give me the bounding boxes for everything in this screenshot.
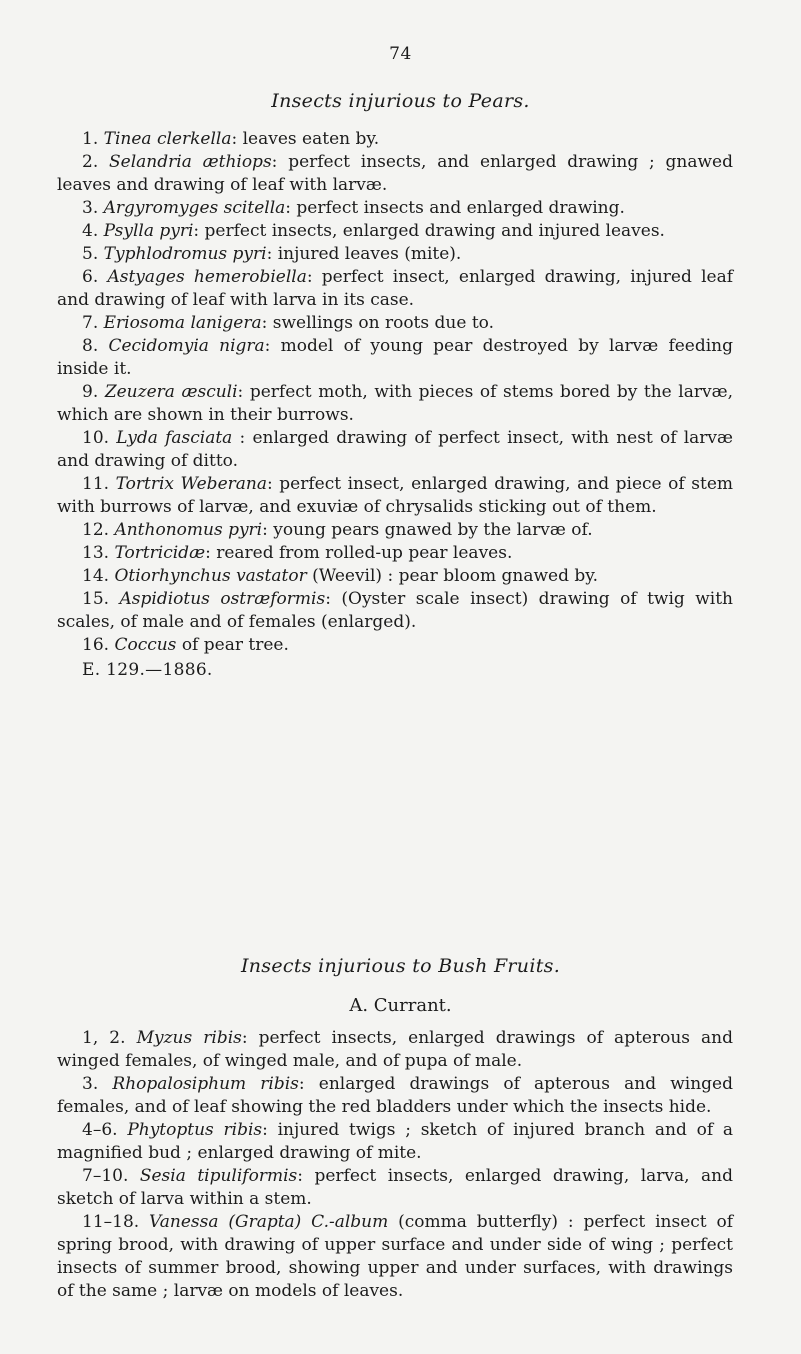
species-name: Otiorhynchus vastator [114, 566, 307, 586]
list-item [57, 1211, 733, 1303]
entry-text: : injured twigs ; sketch of injured branch and of a magnified bud ; enlarged drawing of mite. [57, 1120, 734, 1163]
entry-text: : reared from rolled-up pear leaves. [205, 543, 513, 563]
entry-number: 12. [82, 520, 110, 540]
species-name: Argyromyges scitella [103, 198, 286, 218]
list-item [57, 473, 733, 519]
page-number: 74 [389, 44, 412, 64]
entry-text: : perfect insect, enlarged drawing, and piece of stem with burrows of larvæ, and exuviæ of chrysalids sticking out of them. [57, 474, 733, 517]
list-item [57, 197, 733, 220]
species-name: Typhlodromus pyri [103, 244, 267, 264]
entry-number: 6. [82, 267, 99, 287]
list-item [57, 588, 733, 634]
entry-number: 1, 2. [82, 1028, 126, 1048]
list-item [57, 542, 733, 565]
entry-number: 2. [82, 152, 99, 172]
entry-number: 7–10. [82, 1166, 129, 1186]
entry-number: 14. [82, 566, 110, 586]
species-name: Eriosoma lanigera [103, 313, 262, 333]
species-name: Psylla pyri [103, 221, 194, 241]
entry-text: : enlarged drawings of apterous and winged females, and of leaf showing the red bladders under which the insects hide. [57, 1074, 733, 1117]
section-heading-bush-fruits: Insects injurious to Bush Fruits. [240, 955, 561, 977]
entry-text: (Weevil) : pear bloom gnawed by. [306, 566, 599, 586]
list-item [57, 243, 733, 266]
list-item [57, 1073, 733, 1119]
entry-number: 3. [82, 198, 99, 218]
entry-number: 4–6. [82, 1120, 118, 1140]
entry-text: : injured leaves (mite). [266, 244, 462, 264]
entry-text: : perfect insect, enlarged drawing, injured leaf and drawing of leaf with larva in its case. [57, 267, 733, 310]
entry-number: 1. [82, 129, 99, 149]
pears-entry-list [57, 128, 733, 682]
entry-number: 10. [82, 428, 110, 448]
list-item [57, 128, 733, 151]
species-name: Anthonomus pyri [114, 520, 263, 540]
entry-text: (comma butterfly) : perfect insect of spring brood, with drawing of upper surface and under side of wing ; perfect insects of summer brood, showing upper and under surfaces, with drawings of the same ; larvæ on models of leaves. [57, 1212, 734, 1301]
species-name: Aspidiotus ostræformis [119, 589, 326, 609]
museum-reference: E. 129.—1886. [82, 660, 213, 680]
list-item [57, 1165, 733, 1211]
species-name: Coccus [114, 635, 177, 655]
entry-text: : model of young pear destroyed by larvæ feeding inside it. [57, 336, 734, 379]
entry-text: : perfect insects, enlarged drawing, larva, and sketch of larva within a stem. [57, 1166, 733, 1209]
list-item [57, 335, 733, 381]
currant-entry-list [57, 1027, 733, 1303]
section-heading-pears: Insects injurious to Pears. [271, 90, 530, 112]
entry-number: 3. [82, 1074, 99, 1094]
entry-text: : perfect insects, and enlarged drawing ; gnawed leaves and drawing of leaf with larvæ. [57, 152, 734, 195]
entry-text: : enlarged drawing of perfect insect, with nest of larvæ and drawing of ditto. [57, 428, 734, 471]
species-name: Rhopalosiphum ribis [112, 1074, 299, 1094]
list-item [57, 266, 733, 312]
species-name: Vanessa (Grapta) C.-album [149, 1212, 389, 1232]
entry-number: 5. [82, 244, 99, 264]
entry-number: 4. [82, 221, 99, 241]
species-name: Tortrix Weberana [115, 474, 267, 494]
entry-text: : leaves eaten by. [231, 129, 380, 149]
entry-text: : perfect insects and enlarged drawing. [285, 198, 625, 218]
entry-number: 11. [82, 474, 110, 494]
entry-number: 7. [82, 313, 99, 333]
species-name: Phytoptus ribis [127, 1120, 263, 1140]
list-item [57, 312, 733, 335]
entry-number: 11–18. [82, 1212, 140, 1232]
entry-text: of pear tree. [176, 635, 289, 655]
species-name: Selandria æthiops [109, 152, 272, 172]
subheading-currant: A. Currant. [349, 995, 452, 1016]
entry-text: : swellings on roots due to. [261, 313, 494, 333]
species-name: Tortricidæ [114, 543, 206, 563]
list-item [57, 565, 733, 588]
entry-text: : (Oyster scale insect) drawing of twig with scales, of male and of females (enlarged). [57, 589, 734, 632]
entry-text: : perfect insects, enlarged drawing and injured leaves. [193, 221, 665, 241]
entry-text: : perfect insects, enlarged drawings of apterous and winged females, of winged male, and of pupa of male. [57, 1028, 734, 1071]
list-item [57, 427, 733, 473]
list-item [57, 151, 733, 197]
entry-number: 8. [82, 336, 99, 356]
list-item [57, 381, 733, 427]
list-item [57, 1119, 733, 1165]
entry-number: 16. [82, 635, 110, 655]
entry-number: 15. [82, 589, 110, 609]
entry-text: : perfect moth, with pieces of stems bored by the larvæ, which are shown in their burrows. [57, 382, 733, 425]
entry-text: : young pears gnawed by the larvæ of. [262, 520, 593, 540]
species-name: Zeuzera æsculi [104, 382, 238, 402]
species-name: Sesia tipuliformis [139, 1166, 298, 1186]
species-name: Cecidomyia nigra [108, 336, 265, 356]
entry-number: 13. [82, 543, 110, 563]
list-item [57, 1027, 733, 1073]
list-item [57, 634, 733, 657]
list-item [57, 220, 733, 243]
species-name: Tinea clerkella [103, 129, 232, 149]
list-item [57, 519, 733, 542]
species-name: Myzus ribis [136, 1028, 242, 1048]
species-name: Astyages hemerobiella [107, 267, 307, 287]
entry-number: 9. [82, 382, 99, 402]
species-name: Lyda fasciata [116, 428, 233, 448]
